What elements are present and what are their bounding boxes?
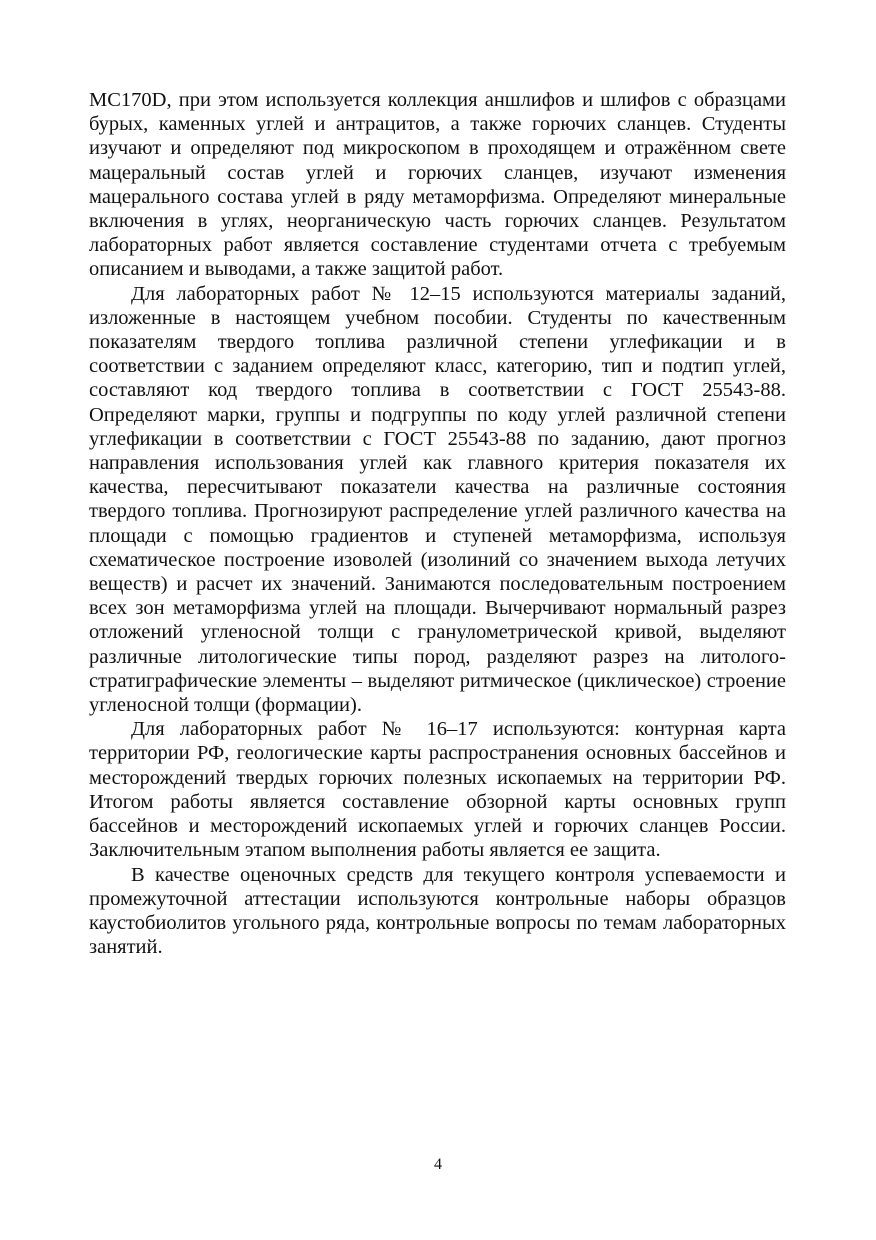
body-text [89,88,786,959]
paragraph-1: MC170D, при этом используется коллекция аншлифов и шлифов с образцами бурых, каменных углей и антрацитов, а также горючих сланцев. Студенты изучают и определяют под микроскопом в проходящем и отражённом свете мацеральный состав углей и горючих сланцев, изучают изменения мацерального состава углей в ряду метаморфизма. Определяют минеральные включения в углях, неорганическую часть горючих сланцев. Результатом лабораторных работ является составление студентами отчета с требуемым описанием и выводами, а также защитой работ. [89,89,786,281]
paragraph-4: В качестве оценочных средств для текущего контроля успеваемости и промежуточной аттестации используются контрольные наборы образцов каустобиолитов угольного ряда, контрольные вопросы по темам лабораторных занятий. [89,863,786,959]
paragraph-3: Для лабораторных работ № 16–17 используются: контурная карта территории РФ, геологические карты распространения основных бассейнов и месторождений твердых горючих полезных ископаемых на территории РФ. Итогом работы является составление обзорной карты основных групп бассейнов и месторождений ископаемых углей и горючих сланцев России. Заключительным этапом выполнения работы является ее защита. [89,718,786,862]
paragraph-2: Для лабораторных работ № 12–15 используются материалы заданий, изложенные в настоящем учебном пособии. Студенты по качественным показателям твердого топлива различной степени углефикации и в соответствии с заданием определяют класс, категорию, тип и подтип углей, составляют код твердого топлива в соответствии с ГОСТ 25543-88. Определяют марки, группы и подгруппы по коду углей различной степени углефикации в соответствии с ГОСТ 25543-88 по заданию, дают прогноз направления использования углей как главного критерия показателя их качества, пересчитывают показатели качества на различные состояния твердого топлива. Прогнозируют распределение углей различного качества на площади с помощью градиентов и ступеней метаморфизма, используя схематическое построение изоволей (изолиний со значением выхода летучих веществ) и расчет их значений. Занимаются последовательным построением всех зон метаморфизма углей на площади. Вычерчивают нормальный разрез отложений угленосной толщи с гранулометрической кривой, выделяют различные литологические типы пород, разделяют разрез на литолого-стратиграфические элементы – выделяют ритмическое (циклическое) строение угленосной толщи (формации). [89,282,786,717]
page-number: 4 [434,1156,442,1173]
